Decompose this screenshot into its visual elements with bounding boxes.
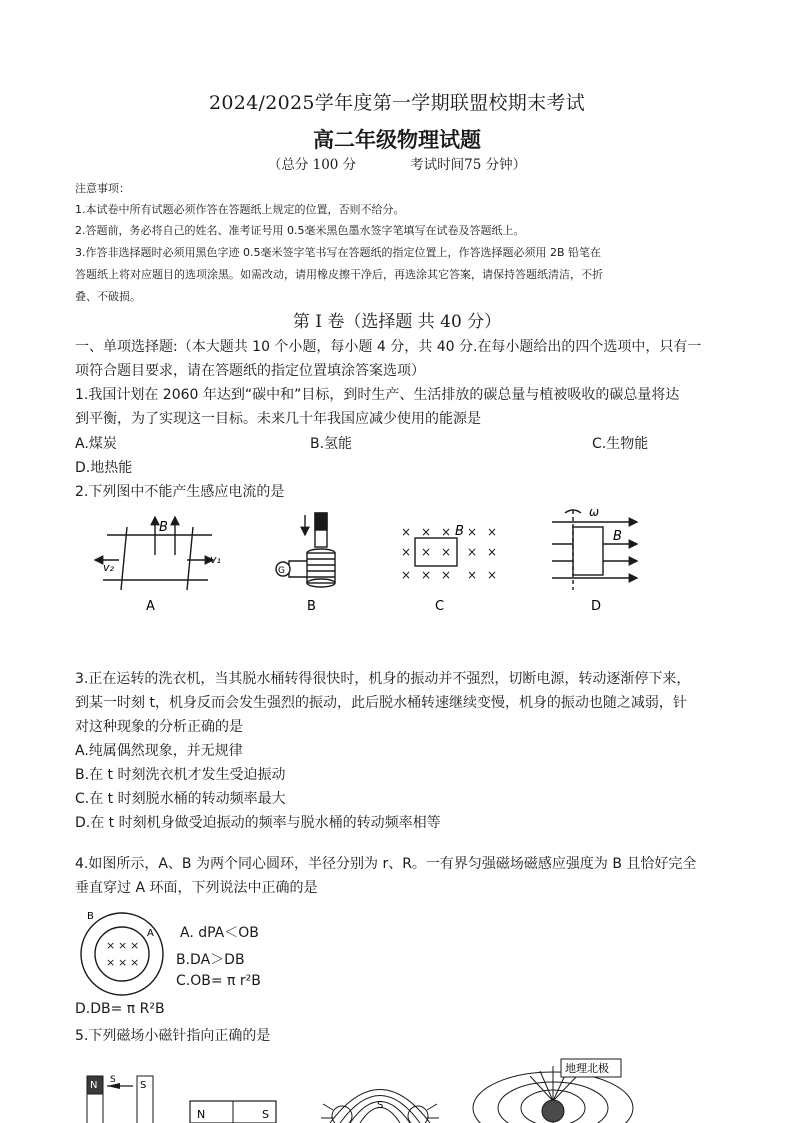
q2-label-d: D <box>591 599 602 614</box>
q4-option-d: D.DB= π R²B <box>75 1001 165 1017</box>
q4-option-a: A. dPA＜OB <box>180 925 259 941</box>
svg-text:×: × <box>401 545 412 559</box>
notice-item-3c: 叠、不破损。 <box>75 290 141 303</box>
q2-figure-a-v2-label: v₂ <box>103 561 114 574</box>
q5-figure-c-s-label: S <box>377 1100 384 1111</box>
q2-figure-b-g-label: G <box>278 566 285 576</box>
svg-text:×: × <box>130 939 140 952</box>
q3-option-c: C.在 t 时刻脱水桶的转动频率最大 <box>75 791 286 807</box>
q1-option-a: A.煤炭 <box>75 436 117 452</box>
svg-text:×: × <box>441 525 452 539</box>
q1-line-1: 1.我国计划在 2060 年达到“碳中和”目标，到时生产、生活排放的碳总量与植被吸收的碳总量将达 <box>75 387 680 403</box>
notice-item-2: 2.答题前，务必将自己的姓名、准考证号用 0.5毫米黑色墨水签字笔填写在试卷及答题纸上。 <box>75 224 525 237</box>
notice-item-1: 1.本试卷中所有试题必须作答在答题纸上规定的位置，否则不给分。 <box>75 203 405 216</box>
notice-item-3b: 答题纸上将对应题目的选项涂黑。如需改动，请用橡皮擦干净后，再选涂其它答案，请保持答题纸清洁，不折 <box>75 268 603 281</box>
q3-line-1: 3.正在运转的洗衣机，当其脱水桶转得很快时，机身的振动并不强烈，切断电源，转动逐渐停下来， <box>75 671 691 687</box>
svg-text:×: × <box>487 525 498 539</box>
q2-figures <box>75 505 725 623</box>
q3-line-2: 到某一时刻 t，机身反而会发生强烈的振动，此后脱水桶转速继续变慢，机身的振动也随之减弱，针 <box>75 695 687 711</box>
q5-figure-a-s-label: S <box>140 1080 147 1091</box>
svg-text:×: × <box>130 956 140 969</box>
q5-figure-d-label: 地理北极 <box>565 1062 609 1075</box>
exam-meta: （总分 100 分 考试时间75 分钟） <box>267 157 527 173</box>
svg-text:×: × <box>467 545 478 559</box>
svg-text:×: × <box>421 545 432 559</box>
q5-figure-b-s-label: S <box>262 1108 269 1121</box>
q5-figure-a-n-label: N <box>90 1080 98 1091</box>
q2-label-a: A <box>146 599 155 614</box>
q5-figure-b-n-label: N <box>197 1108 206 1121</box>
section-intro-1: 一、单项选择题:（本大题共 10 个小题，每小题 4 分，共 40 分.在每小题给出的四个选项中，只有一 <box>75 339 702 355</box>
section-intro-2: 项符合题目要求，请在答题纸的指定位置填涂答案选项） <box>75 363 425 379</box>
q1-line-2: 到平衡，为了实现这一目标。未来几十年我国应减少使用的能源是 <box>75 411 481 427</box>
q4-figure-b-label: B <box>87 911 94 922</box>
svg-text:×: × <box>421 525 432 539</box>
q2-figure-d-omega-label: ω <box>589 505 600 519</box>
q4-line-1: 4.如图所示，A、B 为两个同心圆环，半径分别为 r、R。一有界匀强磁场磁感应强度为 B 且恰好完全 <box>75 856 697 872</box>
svg-text:×: × <box>421 568 432 582</box>
q3-option-b: B.在 t 时刻洗衣机才发生受迫振动 <box>75 767 286 783</box>
q2-figure-a-v1-label: v₁ <box>210 553 221 566</box>
q2-figure-a-b-label: B <box>159 520 168 535</box>
q5-stem: 5.下列磁场小磁针指向正确的是 <box>75 1028 271 1044</box>
exam-title: 2024/2025学年度第一学期联盟校期末考试 <box>208 92 585 114</box>
q5-figures <box>75 1056 655 1123</box>
svg-text:×: × <box>106 956 116 969</box>
section-title: 第 I 卷（选择题 共 40 分） <box>292 312 502 332</box>
svg-text:×: × <box>441 545 452 559</box>
svg-text:×: × <box>118 956 128 969</box>
q2-figure-d <box>552 510 637 590</box>
q4-line-2: 垂直穿过 A 环面，下列说法中正确的是 <box>75 880 318 896</box>
q4-option-c: C.OB= π r²B <box>176 973 261 989</box>
q2-figure-d-b-label: B <box>613 529 622 544</box>
svg-text:×: × <box>118 939 128 952</box>
notice-item-3a: 3.作答非选择题时必须用黑色字迹 0.5毫米签字笔书写在答题纸的指定位置上，作答选择题必须用 2B 铅笔在 <box>75 246 602 259</box>
q2-figure-a <box>95 517 213 590</box>
exam-subject: 高二年级物理试题 <box>313 127 481 152</box>
q1-option-b: B.氢能 <box>310 436 353 452</box>
q2-label-b: B <box>307 599 316 614</box>
notice-heading: 注意事项： <box>75 182 130 195</box>
svg-text:×: × <box>401 568 412 582</box>
q2-label-c: C <box>435 599 445 614</box>
q4-figure <box>75 906 175 1002</box>
q3-line-3: 对这种现象的分析正确的是 <box>75 719 243 735</box>
svg-text:×: × <box>401 525 412 539</box>
svg-text:×: × <box>467 525 478 539</box>
q3-option-d: D.在 t 时刻机身做受迫振动的频率与脱水桶的转动频率相等 <box>75 815 441 831</box>
q2-stem: 2.下列图中不能产生感应电流的是 <box>75 484 285 500</box>
q1-option-c: C.生物能 <box>592 436 649 452</box>
q1-option-d: D.地热能 <box>75 460 133 476</box>
svg-text:×: × <box>441 568 452 582</box>
q3-option-a: A.纯属偶然现象，并无规律 <box>75 743 243 759</box>
q2-figure-c-b-label: B <box>455 524 464 539</box>
q4-option-b: B.DA＞DB <box>176 952 245 968</box>
svg-text:×: × <box>487 545 498 559</box>
q5-figure-a-needle-s-label: S <box>110 1075 116 1085</box>
q4-figure-a-label: A <box>147 928 154 939</box>
svg-text:×: × <box>467 568 478 582</box>
svg-text:×: × <box>487 568 498 582</box>
svg-text:×: × <box>106 939 116 952</box>
